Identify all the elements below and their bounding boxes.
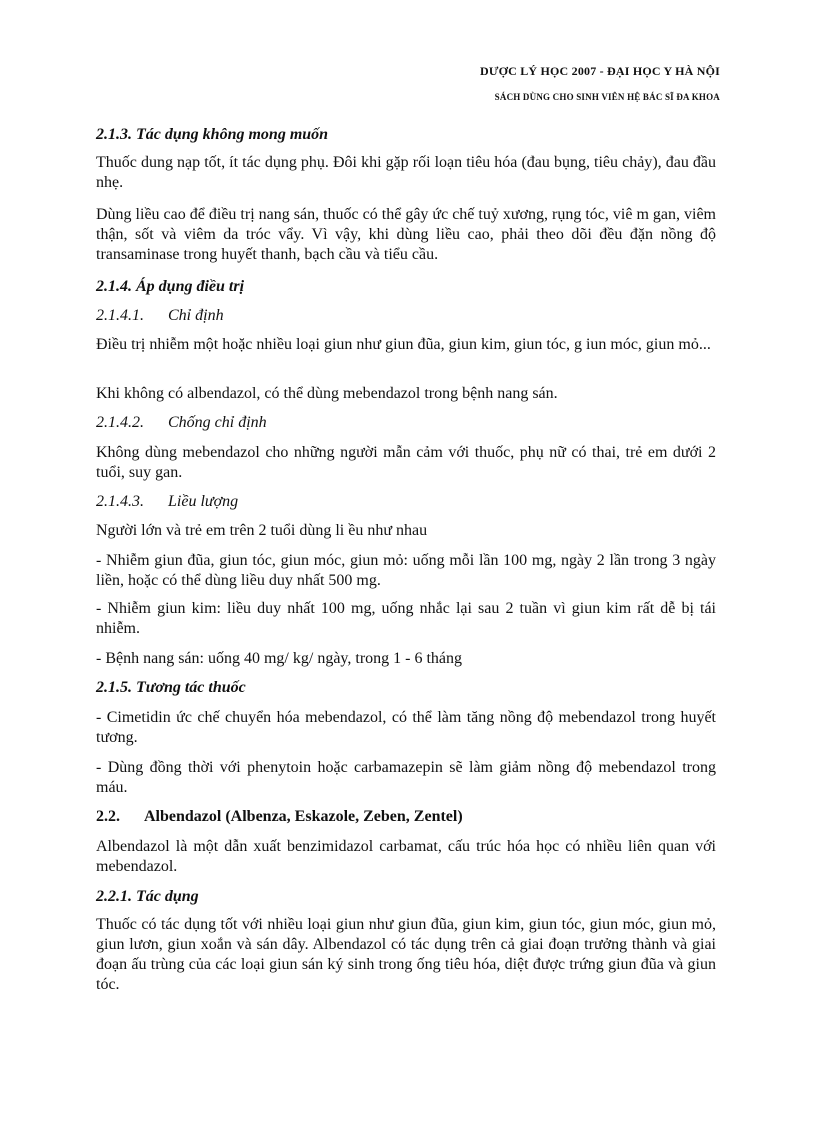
heading-number: 2.1.4.1.	[96, 307, 144, 324]
paragraph: - Dùng đồng thời với phenytoin hoặc carbamazepin sẽ làm giảm nồng độ mebendazol trong máu.	[96, 759, 716, 796]
heading-number: 2.1.4.3.	[96, 493, 144, 510]
page-header	[480, 64, 720, 102]
paragraph: Không dùng mebendazol cho những người mẫn cảm với thuốc, phụ nữ có thai, trẻ em dưới 2 tuổi, suy gan.	[96, 444, 716, 481]
heading-2-1-4-2	[96, 413, 716, 433]
heading-2-1-4: 2.1.4. Áp dụng điều trị	[96, 278, 245, 295]
paragraph: Người lớn và trẻ em trên 2 tuổi dùng li ều như nhau	[96, 522, 428, 539]
heading-title: Chỉ định	[168, 307, 224, 324]
heading-2-2-1: 2.2.1. Tác dụng	[96, 888, 199, 905]
paragraph: - Cimetidin ức chế chuyển hóa mebendazol, có thể làm tăng nồng độ mebendazol trong huyết tương.	[96, 709, 716, 746]
heading-2-1-4-1	[96, 306, 716, 326]
heading-2-1-3: 2.1.3. Tác dụng không mong muốn	[96, 126, 329, 143]
heading-number: 2.2.	[96, 808, 120, 825]
heading-number: 2.1.4.2.	[96, 414, 144, 431]
paragraph: Điều trị nhiễm một hoặc nhiều loại giun như giun đũa, giun kim, giun tóc, g iun móc, giun mỏ...	[96, 336, 711, 353]
header-title: DƯỢC LÝ HỌC 2007 - ĐẠI HỌC Y HÀ NỘI	[480, 64, 720, 78]
paragraph: Thuốc có tác dụng tốt với nhiều loại giun như giun đũa, giun kim, giun tóc, giun móc, giun mỏ, giun lươn, giun xoắn và sán dây. Albendazol có tác dụng trên cả giai đoạn trưởng thành và giai đoạn ấu trùng của các loại giun sán ký sinh trong ống tiêu hóa, diệt được trứng giun đũa và giun tóc.	[96, 916, 716, 993]
heading-title: Chống chỉ định	[168, 414, 267, 431]
heading-2-1-5: 2.1.5. Tương tác thuốc	[96, 679, 246, 696]
paragraph: Dùng liều cao để điều trị nang sán, thuốc có thể gây ức chế tuỷ xương, rụng tóc, viê m gan, viêm thận, sốt và viêm da tróc vẩy. Vì vậy, khi dùng liều cao, phải theo dõi đều đặn nồng độ transaminase trong huyết thanh, bạch cầu và tiểu cầu.	[96, 206, 716, 263]
heading-2-1-4-3	[96, 492, 716, 512]
paragraph: - Bệnh nang sán: uống 40 mg/ kg/ ngày, trong 1 - 6 tháng	[96, 650, 463, 667]
heading-title: Liều lượng	[168, 493, 239, 510]
heading-title: Albendazol (Albenza, Eskazole, Zeben, Zentel)	[144, 808, 463, 825]
header-subtitle: SÁCH DÙNG CHO SINH VIÊN HỆ BÁC SĨ ĐA KHOA	[494, 92, 720, 102]
paragraph: Albendazol là một dẫn xuất benzimidazol carbamat, cấu trúc hóa học có nhiều liên quan với mebendazol.	[96, 838, 716, 875]
heading-2-2	[96, 807, 716, 827]
paragraph: - Nhiễm giun đũa, giun tóc, giun móc, giun mỏ: uống mỗi lần 100 mg, ngày 2 lần trong 3 ngày liền, hoặc có thể dùng liều duy nhất 500 mg.	[96, 552, 716, 589]
paragraph: Khi không có albendazol, có thể dùng mebendazol trong bệnh nang sán.	[96, 385, 558, 402]
paragraph: Thuốc dung nạp tốt, ít tác dụng phụ. Đôi khi gặp rối loạn tiêu hóa (đau bụng, tiêu chảy), đau đầu nhẹ.	[96, 154, 716, 191]
paragraph: - Nhiễm giun kim: liều duy nhất 100 mg, uống nhắc lại sau 2 tuần vì giun kim rất dễ bị tái nhiễm.	[96, 600, 716, 637]
